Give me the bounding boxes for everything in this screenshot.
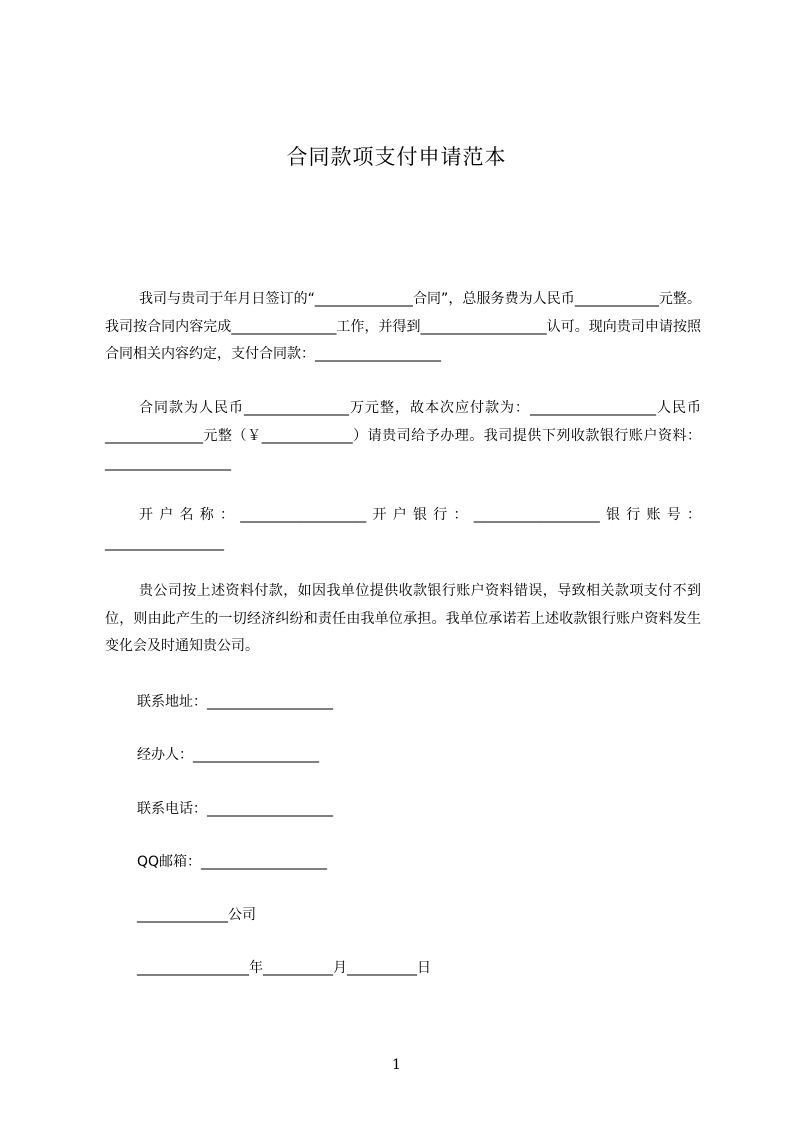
contact-address-field: 联系地址：__________________: [137, 694, 333, 710]
paragraph-payment-amount-text: 合同款为人民币_______________万元整，故本次应付款为：__________________人民币______________元整（￥_____________）请贵司给予办理。我司提供下列收款银行账户资料：__________________: [105, 400, 701, 471]
contact-phone-field: 联系电话：__________________: [137, 801, 333, 817]
qq-email-field: QQ邮箱：__________________: [137, 854, 328, 870]
paragraph-payment-amount: [105, 395, 701, 478]
paragraph-contract-intro-text: 我司与贵司于年月日签订的“______________合同”，总服务费为人民币____________元整。我司按合同内容完成_______________工作，并得到__________________认可。现向贵司申请按照合同相关内容约定，支付合同款：__________________: [105, 291, 701, 362]
paragraph-bank-info-text: 开户名称：__________________开户银行：__________________银行账号：_________________: [105, 507, 701, 551]
document-title: 合同款项支付申请范本: [286, 145, 507, 169]
paragraph-bank-info: [105, 502, 701, 557]
paragraph-contract-intro: [105, 286, 701, 369]
paragraph-responsibility: [105, 578, 701, 661]
handler-field: 经办人：__________________: [137, 747, 319, 763]
date-field: ________________年__________月__________日: [137, 960, 431, 976]
company-field: _____________公司: [137, 907, 256, 923]
paragraph-responsibility-text: 贵公司按上述资料付款，如因我单位提供收款银行账户资料错误，导致相关款项支付不到位，则由此产生的一切经济纠纷和责任由我单位承担。我单位承诺若上述收款银行账户资料发生变化会及时通知贵公司。: [105, 583, 701, 654]
page-number: 1: [392, 1057, 401, 1073]
